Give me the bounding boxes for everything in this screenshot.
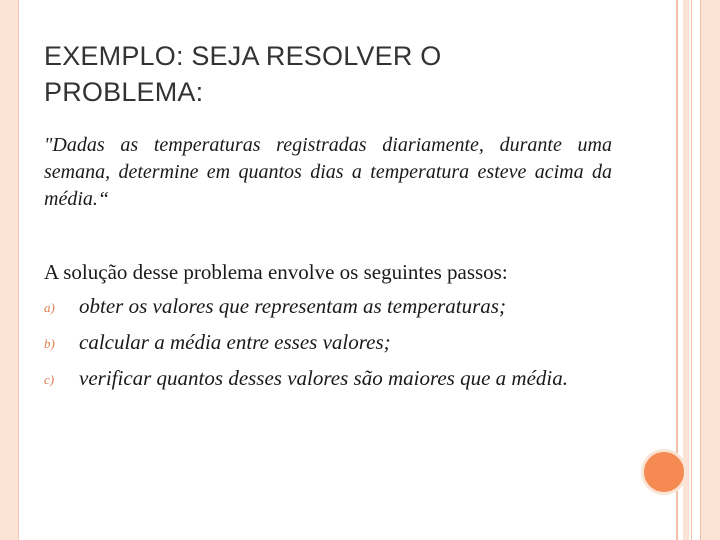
step-marker: c) bbox=[44, 372, 55, 387]
decorative-circle-icon bbox=[641, 449, 687, 495]
right-decorative-stripe bbox=[691, 0, 692, 540]
right-decorative-border bbox=[700, 0, 720, 540]
list-item bbox=[44, 292, 614, 321]
left-decorative-border bbox=[0, 0, 19, 540]
step-text: obter os valores que representam as temperaturas; bbox=[79, 294, 506, 318]
solution-intro: A solução desse problema envolve os seguintes passos: bbox=[44, 260, 508, 284]
step-text: verificar quantos desses valores são maiores que a média. bbox=[79, 366, 568, 390]
step-marker: b) bbox=[44, 336, 55, 351]
right-decorative-stripe bbox=[683, 0, 689, 540]
list-item bbox=[44, 364, 614, 393]
step-text: calcular a média entre esses valores; bbox=[79, 330, 391, 354]
list-item bbox=[44, 328, 614, 357]
problem-quote: "Dadas as temperaturas registradas diariamente, durante uma semana, determine em quantos dias a temperatura esteve acima da média.“ bbox=[44, 134, 612, 210]
steps-list bbox=[44, 292, 614, 400]
step-marker: a) bbox=[44, 300, 55, 315]
slide-title: EXEMPLO: SEJA RESOLVER O PROBLEMA: bbox=[44, 41, 442, 107]
